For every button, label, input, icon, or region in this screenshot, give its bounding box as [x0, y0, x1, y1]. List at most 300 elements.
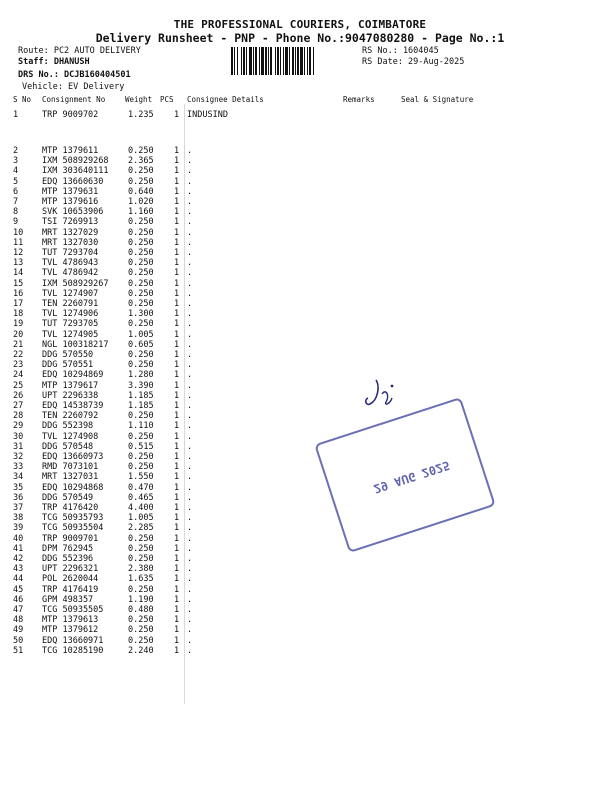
- row-weight: 0.640: [128, 186, 154, 197]
- row-consignment-no: TCG 50935504: [42, 523, 104, 534]
- row-consignee-details: .: [187, 156, 193, 167]
- row-sno: 42: [13, 554, 24, 564]
- table-row: [0, 146, 600, 156]
- row-sno: 8: [13, 207, 19, 218]
- row-sno: 1: [13, 110, 19, 120]
- row-weight: 1.550: [128, 472, 154, 483]
- row-sno: 21: [13, 339, 24, 350]
- row-sno: 6: [13, 186, 19, 197]
- row-consignee-details: .: [187, 635, 193, 646]
- row-consignment-no: TCG 10285190: [42, 645, 104, 656]
- rs-number: RS No.: 1604045: [362, 46, 439, 56]
- row-pcs: 1: [174, 217, 180, 228]
- row-sno: 34: [13, 472, 24, 483]
- table-row: [0, 462, 600, 472]
- row-weight: 1.635: [128, 574, 154, 585]
- row-consignee-details: .: [187, 503, 193, 513]
- row-consignment-no: RMD 7073101: [42, 462, 99, 473]
- row-consignee-details: .: [187, 564, 193, 575]
- row-consignment-no: TEN 2260791: [42, 299, 99, 309]
- row-consignee-details: .: [187, 186, 193, 197]
- row-weight: 2.380: [128, 564, 154, 575]
- table-row: [0, 493, 600, 503]
- row-consignment-no: MTP 1379616: [42, 197, 99, 207]
- table-row: [0, 370, 600, 380]
- row-consignment-no: TRP 4176420: [42, 503, 99, 513]
- row-consignee-details: .: [187, 329, 193, 340]
- table-row: [0, 156, 600, 166]
- row-pcs: 1: [174, 605, 180, 615]
- row-pcs: 1: [174, 472, 180, 483]
- row-consignment-no: DDG 570548: [42, 441, 94, 452]
- row-sno: 47: [13, 605, 24, 615]
- row-consignment-no: MTP 1379612: [42, 625, 99, 636]
- row-sno: 11: [13, 237, 24, 248]
- row-weight: 0.250: [128, 278, 154, 289]
- row-sno: 5: [13, 176, 19, 187]
- row-sno: 29: [13, 421, 24, 432]
- row-sno: 27: [13, 401, 24, 411]
- table-row: [0, 585, 600, 595]
- row-pcs: 1: [174, 370, 180, 381]
- table-row: [0, 411, 600, 421]
- row-consignment-no: MTP 1379617: [42, 380, 99, 391]
- table-row: [0, 554, 600, 564]
- row-pcs: 1: [174, 268, 180, 279]
- row-weight: 0.250: [128, 625, 154, 636]
- row-sno: 3: [13, 156, 19, 167]
- row-sno: 14: [13, 268, 24, 279]
- table-row: [0, 605, 600, 615]
- row-weight: 0.515: [128, 441, 154, 452]
- table-row: [0, 472, 600, 482]
- row-consignee-details: .: [187, 492, 193, 503]
- row-pcs: 1: [174, 309, 180, 320]
- row-consignee-details: .: [187, 268, 193, 279]
- row-pcs: 1: [174, 248, 180, 258]
- row-consignment-no: UPT 2296321: [42, 564, 99, 575]
- row-consignment-no: TUT 7293704: [42, 248, 99, 258]
- row-weight: 0.250: [128, 258, 154, 269]
- row-pcs: 1: [174, 411, 180, 422]
- row-consignment-no: IXM 303640111: [42, 166, 109, 177]
- table-row: [0, 340, 600, 350]
- row-consignee-details: .: [187, 258, 193, 269]
- row-consignee-details: .: [187, 625, 193, 636]
- row-weight: 1.185: [128, 390, 154, 401]
- row-pcs: 1: [174, 421, 180, 432]
- table-row: [0, 564, 600, 574]
- row-consignment-no: TVL 1274905: [42, 329, 99, 340]
- row-consignee-details: .: [187, 482, 193, 493]
- table-row: [0, 503, 600, 513]
- table-row: [0, 360, 600, 370]
- row-consignee-details: .: [187, 390, 193, 401]
- row-sno: 45: [13, 584, 24, 595]
- row-consignee-details: .: [187, 166, 193, 177]
- row-pcs: 1: [174, 360, 180, 371]
- row-pcs: 1: [174, 278, 180, 289]
- table-row: [0, 279, 600, 289]
- row-consignment-no: DDG 570549: [42, 492, 94, 503]
- row-weight: 0.250: [128, 217, 154, 228]
- row-weight: 0.250: [128, 237, 154, 248]
- row-sno: 43: [13, 564, 24, 575]
- table-row: [0, 513, 600, 523]
- row-pcs: 1: [174, 390, 180, 401]
- route-label: Route: PC2 AUTO DELIVERY: [18, 46, 141, 56]
- table-row: [0, 534, 600, 544]
- row-pcs: 1: [174, 110, 180, 120]
- row-consignment-no: EDQ 13660973: [42, 452, 104, 462]
- row-weight: 1.300: [128, 309, 154, 320]
- row-sno: 41: [13, 543, 24, 554]
- row-weight: 0.250: [128, 319, 154, 330]
- table-row: [0, 646, 600, 656]
- row-pcs: 1: [174, 350, 180, 360]
- row-weight: 0.250: [128, 360, 154, 371]
- row-pcs: 1: [174, 594, 180, 605]
- row-weight: 0.250: [128, 431, 154, 442]
- row-weight: 1.005: [128, 513, 154, 524]
- row-consignment-no: TRP 4176419: [42, 584, 99, 595]
- row-consignment-no: MRT 1327030: [42, 237, 99, 248]
- row-consignee-details: .: [187, 574, 193, 585]
- row-pcs: 1: [174, 299, 180, 309]
- col-header-weight: Weight: [125, 95, 153, 104]
- row-consignment-no: IXM 508929268: [42, 156, 109, 167]
- row-consignee-details: .: [187, 207, 193, 218]
- row-consignee-details: .: [187, 227, 193, 238]
- row-weight: 3.390: [128, 380, 154, 391]
- row-pcs: 1: [174, 513, 180, 524]
- table-row: [0, 401, 600, 411]
- row-consignee-details: .: [187, 370, 193, 381]
- table-row: [0, 442, 600, 452]
- row-consignment-no: TVL 4786943: [42, 258, 99, 269]
- row-consignment-no: EDQ 14538739: [42, 401, 104, 411]
- table-row: [0, 330, 600, 340]
- table-row: [0, 289, 600, 299]
- row-consignee-details: INDUSIND: [187, 110, 228, 120]
- table-row: [0, 309, 600, 319]
- row-weight: 0.250: [128, 268, 154, 279]
- row-consignee-details: .: [187, 441, 193, 452]
- row-consignment-no: IXM 508929267: [42, 278, 109, 289]
- row-sno: 48: [13, 615, 24, 626]
- row-sno: 39: [13, 523, 24, 534]
- table-row: [0, 238, 600, 248]
- barcode-icon: [231, 47, 357, 75]
- row-sno: 10: [13, 227, 24, 238]
- row-pcs: 1: [174, 207, 180, 218]
- row-consignee-details: .: [187, 452, 193, 462]
- row-pcs: 1: [174, 227, 180, 238]
- row-consignee-details: .: [187, 278, 193, 289]
- row-consignee-details: .: [187, 615, 193, 626]
- row-pcs: 1: [174, 288, 180, 299]
- row-consignment-no: GPM 498357: [42, 594, 94, 605]
- row-weight: 1.190: [128, 594, 154, 605]
- row-consignee-details: .: [187, 645, 193, 656]
- row-sno: 16: [13, 288, 24, 299]
- row-weight: 1.185: [128, 401, 154, 411]
- col-header-consignee: Consignee Details: [187, 95, 264, 104]
- row-consignee-details: .: [187, 146, 193, 156]
- table-row: [0, 391, 600, 401]
- row-consignment-no: DDG 552396: [42, 554, 94, 564]
- row-weight: 0.250: [128, 615, 154, 626]
- row-consignment-no: MRT 1327031: [42, 472, 99, 483]
- rs-date: RS Date: 29-Aug-2025: [362, 57, 465, 67]
- row-pcs: 1: [174, 401, 180, 411]
- row-weight: 4.400: [128, 503, 154, 513]
- row-consignee-details: .: [187, 288, 193, 299]
- table-row: [0, 166, 600, 176]
- row-weight: 1.005: [128, 329, 154, 340]
- row-consignee-details: .: [187, 360, 193, 371]
- row-sno: 4: [13, 166, 19, 177]
- table-row: [0, 432, 600, 442]
- table-row: [0, 258, 600, 268]
- row-sno: 12: [13, 248, 24, 258]
- row-pcs: 1: [174, 625, 180, 636]
- row-consignment-no: MTP 1379611: [42, 146, 99, 156]
- row-weight: 0.250: [128, 350, 154, 360]
- row-consignee-details: .: [187, 472, 193, 483]
- row-consignment-no: DPM 762945: [42, 543, 94, 554]
- row-consignment-no: DDG 570551: [42, 360, 94, 371]
- table-row: [0, 483, 600, 493]
- col-header-seal: Seal & Signature: [401, 95, 474, 104]
- row-consignment-no: SVK 10653906: [42, 207, 104, 218]
- row-pcs: 1: [174, 339, 180, 350]
- row-sno: 23: [13, 360, 24, 371]
- row-sno: 36: [13, 492, 24, 503]
- row-consignment-no: POL 2620044: [42, 574, 99, 585]
- row-consignee-details: .: [187, 523, 193, 534]
- row-weight: 0.250: [128, 146, 154, 156]
- row-consignment-no: TRP 9009701: [42, 533, 99, 544]
- row-pcs: 1: [174, 441, 180, 452]
- table-row: [0, 625, 600, 635]
- row-weight: 0.250: [128, 288, 154, 299]
- table-row: [0, 319, 600, 329]
- table-row: [0, 110, 600, 120]
- table-row: [0, 615, 600, 625]
- row-consignment-no: TVL 1274906: [42, 309, 99, 320]
- row-weight: 0.470: [128, 482, 154, 493]
- runsheet-subtitle: Delivery Runsheet - PNP - Phone No.:9047080280 - Page No.:1: [95, 31, 505, 45]
- row-consignment-no: DDG 570550: [42, 350, 94, 360]
- row-consignee-details: .: [187, 350, 193, 360]
- row-consignee-details: .: [187, 543, 193, 554]
- row-pcs: 1: [174, 237, 180, 248]
- row-weight: 0.250: [128, 411, 154, 422]
- row-consignment-no: TSI 7269913: [42, 217, 99, 228]
- drs-number: DRS No.: DCJB160404501: [18, 70, 131, 80]
- row-pcs: 1: [174, 615, 180, 626]
- row-consignee-details: .: [187, 533, 193, 544]
- row-sno: 13: [13, 258, 24, 269]
- row-pcs: 1: [174, 431, 180, 442]
- row-consignee-details: .: [187, 513, 193, 524]
- row-consignment-no: MTP 1379631: [42, 186, 99, 197]
- row-sno: 26: [13, 390, 24, 401]
- table-row: [0, 523, 600, 533]
- table-row: [0, 544, 600, 554]
- row-sno: 51: [13, 645, 24, 656]
- row-sno: 50: [13, 635, 24, 646]
- row-pcs: 1: [174, 319, 180, 330]
- table-row: [0, 177, 600, 187]
- table-row: [0, 595, 600, 605]
- row-pcs: 1: [174, 176, 180, 187]
- row-weight: 1.280: [128, 370, 154, 381]
- row-weight: 0.250: [128, 227, 154, 238]
- row-consignee-details: .: [187, 299, 193, 309]
- row-consignee-details: .: [187, 401, 193, 411]
- row-consignee-details: .: [187, 217, 193, 228]
- row-pcs: 1: [174, 492, 180, 503]
- table-row: [0, 187, 600, 197]
- row-weight: 2.240: [128, 645, 154, 656]
- row-consignee-details: .: [187, 248, 193, 258]
- table-row: [0, 268, 600, 278]
- row-sno: 17: [13, 299, 24, 309]
- row-sno: 31: [13, 441, 24, 452]
- row-sno: 15: [13, 278, 24, 289]
- row-sno: 18: [13, 309, 24, 320]
- col-header-consignment: Consignment No: [42, 95, 106, 104]
- row-weight: 2.285: [128, 523, 154, 534]
- table-row: [0, 574, 600, 584]
- staff-label: Staff: DHANUSH: [18, 57, 90, 67]
- row-consignment-no: UPT 2296338: [42, 390, 99, 401]
- row-pcs: 1: [174, 533, 180, 544]
- col-header-sno: S No: [13, 95, 32, 104]
- row-pcs: 1: [174, 452, 180, 462]
- row-sno: 25: [13, 380, 24, 391]
- row-consignment-no: EDQ 10294869: [42, 370, 104, 381]
- row-pcs: 1: [174, 166, 180, 177]
- row-weight: 0.250: [128, 452, 154, 462]
- row-sno: 20: [13, 329, 24, 340]
- row-consignment-no: TEN 2260792: [42, 411, 99, 422]
- row-weight: 0.250: [128, 554, 154, 564]
- row-consignee-details: .: [187, 584, 193, 595]
- row-consignee-details: .: [187, 339, 193, 350]
- table-row: [0, 636, 600, 646]
- row-pcs: 1: [174, 584, 180, 595]
- row-weight: 0.605: [128, 339, 154, 350]
- row-pcs: 1: [174, 645, 180, 656]
- table-row: [0, 421, 600, 431]
- row-consignee-details: .: [187, 197, 193, 207]
- row-consignment-no: TCG 50935505: [42, 605, 104, 615]
- row-consignment-no: MRT 1327029: [42, 227, 99, 238]
- row-consignment-no: EDQ 13660971: [42, 635, 104, 646]
- row-consignment-no: TUT 7293705: [42, 319, 99, 330]
- row-sno: 35: [13, 482, 24, 493]
- vehicle-label: Vehicle: EV Delivery: [22, 82, 125, 92]
- row-pcs: 1: [174, 523, 180, 534]
- row-consignment-no: TCG 50935793: [42, 513, 104, 524]
- row-pcs: 1: [174, 462, 180, 473]
- row-consignment-no: DDG 552398: [42, 421, 94, 432]
- table-row: [0, 228, 600, 238]
- row-sno: 2: [13, 146, 19, 156]
- row-weight: 0.250: [128, 166, 154, 177]
- row-pcs: 1: [174, 197, 180, 207]
- row-sno: 40: [13, 533, 24, 544]
- row-sno: 19: [13, 319, 24, 330]
- row-consignment-no: EDQ 10294868: [42, 482, 104, 493]
- row-weight: 0.250: [128, 299, 154, 309]
- row-sno: 24: [13, 370, 24, 381]
- table-row: [0, 197, 600, 207]
- row-pcs: 1: [174, 503, 180, 513]
- table-row: [0, 381, 600, 391]
- row-consignee-details: .: [187, 431, 193, 442]
- col-header-pcs: PCS: [160, 95, 174, 104]
- row-weight: 0.250: [128, 248, 154, 258]
- row-consignee-details: .: [187, 309, 193, 320]
- row-pcs: 1: [174, 380, 180, 391]
- row-consignee-details: .: [187, 605, 193, 615]
- row-consignment-no: EDQ 13660630: [42, 176, 104, 187]
- table-row: [0, 350, 600, 360]
- row-sno: 38: [13, 513, 24, 524]
- row-pcs: 1: [174, 554, 180, 564]
- row-weight: 1.110: [128, 421, 154, 432]
- row-pcs: 1: [174, 574, 180, 585]
- col-header-remarks: Remarks: [343, 95, 375, 104]
- row-consignee-details: .: [187, 176, 193, 187]
- row-consignee-details: .: [187, 421, 193, 432]
- row-consignee-details: .: [187, 594, 193, 605]
- row-pcs: 1: [174, 543, 180, 554]
- row-pcs: 1: [174, 156, 180, 167]
- row-consignee-details: .: [187, 319, 193, 330]
- row-weight: 0.250: [128, 462, 154, 473]
- row-weight: 1.020: [128, 197, 154, 207]
- row-consignment-no: MTP 1379613: [42, 615, 99, 626]
- row-consignee-details: .: [187, 380, 193, 391]
- table-row: [0, 217, 600, 227]
- row-consignment-no: TRP 9009702: [42, 110, 99, 120]
- row-sno: 44: [13, 574, 24, 585]
- row-weight: 0.465: [128, 492, 154, 503]
- row-pcs: 1: [174, 186, 180, 197]
- row-consignment-no: TVL 1274908: [42, 431, 99, 442]
- table-row: [0, 207, 600, 217]
- row-sno: 49: [13, 625, 24, 636]
- company-title: THE PROFESSIONAL COURIERS, COIMBATORE: [173, 18, 427, 31]
- row-weight: 0.250: [128, 176, 154, 187]
- row-weight: 0.250: [128, 635, 154, 646]
- row-sno: 7: [13, 197, 19, 207]
- handwritten-signature-icon: [362, 376, 402, 416]
- row-consignment-no: TVL 1274907: [42, 288, 99, 299]
- row-weight: 1.235: [128, 110, 154, 120]
- row-sno: 46: [13, 594, 24, 605]
- row-sno: 22: [13, 350, 24, 360]
- row-consignee-details: .: [187, 554, 193, 564]
- row-sno: 9: [13, 217, 19, 228]
- table-row: [0, 452, 600, 462]
- stamp-date: 29 AUG 2025: [371, 458, 452, 496]
